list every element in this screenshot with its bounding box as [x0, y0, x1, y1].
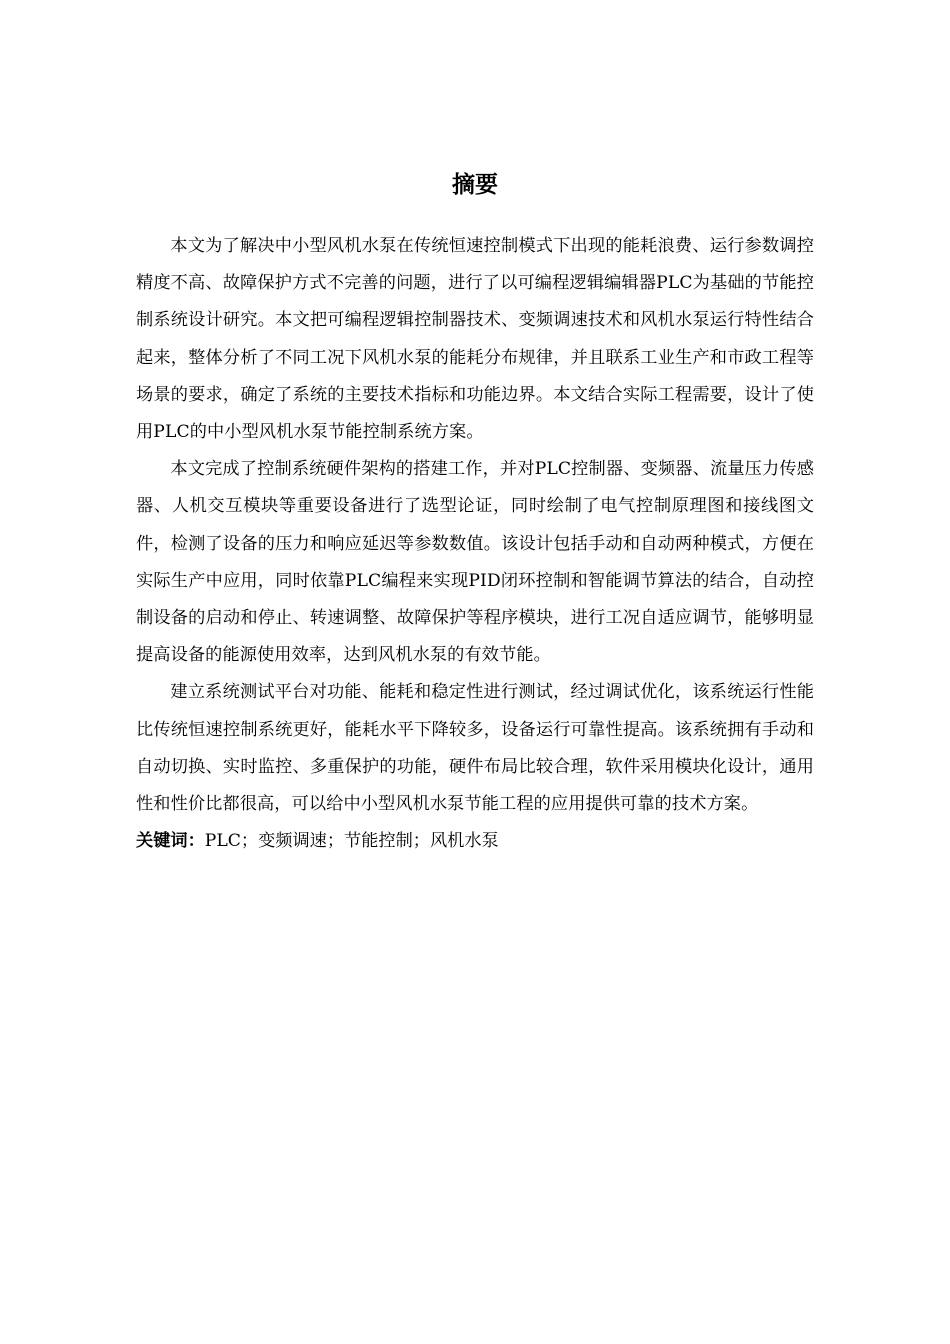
abstract-title: 摘要 [452, 172, 498, 198]
abstract-paragraph-1: 本文为了解决中小型风机水泵在传统恒速控制模式下出现的能耗浪费、运行参数调控精度不高、故障保护方式不完善的问题，进行了以可编程逻辑编辑器PLC为基础的节能控制系统设计研究。本文把可编程逻辑控制器技术、变频调速技术和风机水泵运行特性结合起来，整体分析了不同工况下风机水泵的能耗分布规律，并且联系工业生产和市政工程等场景的要求，确定了系统的主要技术指标和功能边界。本文结合实际工程需要，设计了使用PLC的中小型风机水泵节能控制系统方案。 [136, 236, 814, 443]
abstract-section [136, 168, 814, 860]
abstract-paragraph-2: 本文完成了控制系统硬件架构的搭建工作，并对PLC控制器、变频器、流量压力传感器、人机交互模块等重要设备进行了选型论证，同时绘制了电气控制原理图和接线图文件，检测了设备的压力和响应延迟等参数数值。该设计包括手动和自动两种模式，方便在实际生产中应用，同时依靠PLC编程来实现PID闭环控制和智能调节算法的结合，自动控制设备的启动和停止、转速调整、故障保护等程序模块，进行工况自适应调节，能够明显提高设备的能源使用效率，达到风机水泵的有效节能。 [136, 459, 814, 666]
keywords-label: 关键词： [136, 831, 205, 852]
keywords-value: PLC；变频调速；节能控制；风机水泵 [204, 831, 499, 852]
abstract-paragraph-3: 建立系统测试平台对功能、能耗和稳定性进行测试，经过调试优化，该系统运行性能比传统恒速控制系统更好，能耗水平下降较多，设备运行可靠性提高。该系统拥有手动和自动切换、实时监控、多重保护的功能，硬件布局比较合理，软件采用模块化设计，通用性和性价比都很高，可以给中小型风机水泵节能工程的应用提供可靠的技术方案。 [136, 682, 814, 815]
keywords-line [136, 823, 814, 860]
